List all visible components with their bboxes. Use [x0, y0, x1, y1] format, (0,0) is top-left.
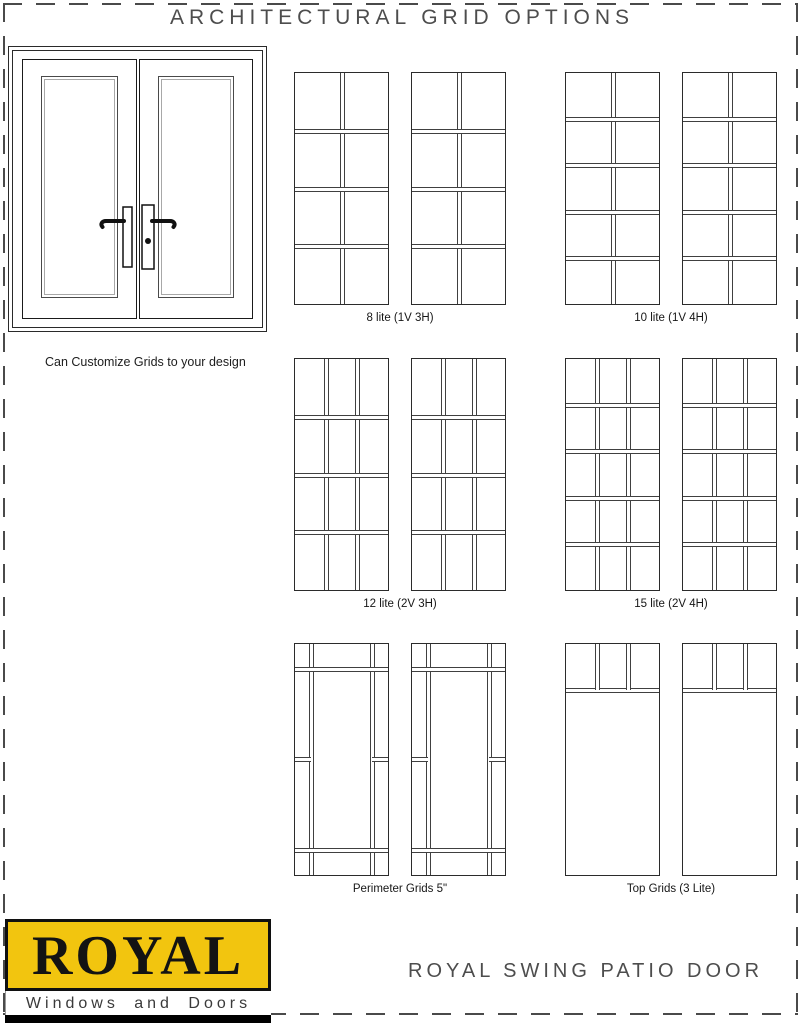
- royal-logo: [5, 919, 271, 1023]
- door-leaf-right: [139, 59, 254, 319]
- grid-mullion: [489, 757, 505, 762]
- grid-mullion: [295, 187, 388, 192]
- grid-figure-label: Perimeter Grids 5": [352, 883, 448, 895]
- grid-mullion: [712, 359, 717, 590]
- door-leaf-left: [22, 59, 137, 319]
- grid-mullion: [683, 117, 776, 122]
- grid-mullion: [595, 359, 600, 590]
- grid-mullion: [683, 496, 776, 501]
- grid-mullion: [683, 256, 776, 261]
- door-frame: [12, 50, 263, 328]
- grid-mullion: [683, 403, 776, 408]
- grid-mullion: [412, 473, 505, 478]
- grid-mullion: [566, 449, 659, 454]
- grid-figure-label: 15 lite (2V 4H): [634, 598, 708, 610]
- grid-mullion: [611, 73, 616, 304]
- grid-figure-15-lite: [565, 358, 777, 610]
- grid-mullion: [566, 542, 659, 547]
- grid-figure-top-grids: [565, 643, 777, 895]
- grid-figure-label: 10 lite (1V 4H): [634, 312, 708, 324]
- grid-panel-right: [411, 358, 506, 591]
- grid-mullion: [566, 688, 659, 693]
- double-door-illustration: [8, 46, 267, 332]
- grid-mullion: [412, 530, 505, 535]
- grid-mullion: [295, 530, 388, 535]
- grid-mullion: [566, 256, 659, 261]
- page-border-left: [3, 3, 5, 1015]
- grid-mullion: [728, 73, 733, 304]
- grid-panel-left: [294, 72, 389, 305]
- grid-mullion: [683, 688, 776, 693]
- grid-mullion: [295, 129, 388, 134]
- grid-mullion: [295, 473, 388, 478]
- grid-mullion: [683, 163, 776, 168]
- grid-mullion: [295, 667, 388, 672]
- grid-panel-right: [682, 358, 777, 591]
- grid-panel-left: [294, 358, 389, 591]
- grid-panel-right: [411, 72, 506, 305]
- grid-panel-right: [682, 643, 777, 876]
- logo-bottom-bar: [5, 1015, 271, 1023]
- grid-panel-left: [294, 643, 389, 876]
- grid-mullion: [712, 644, 717, 690]
- grid-mullion: [683, 449, 776, 454]
- grid-figure-label: Top Grids (3 Lite): [626, 883, 716, 895]
- page-title: ARCHITECTURAL GRID OPTIONS: [169, 6, 635, 29]
- grid-panel-right: [682, 72, 777, 305]
- grid-mullion: [566, 496, 659, 501]
- grid-mullion: [412, 415, 505, 420]
- grid-mullion: [566, 163, 659, 168]
- grid-mullion: [566, 403, 659, 408]
- grid-figure-label: 12 lite (2V 3H): [363, 598, 437, 610]
- grid-figure-12-lite: [294, 358, 506, 610]
- grid-mullion: [743, 359, 748, 590]
- grid-mullion: [626, 359, 631, 590]
- page-border-right: [796, 3, 798, 1015]
- grid-mullion: [372, 757, 388, 762]
- grid-mullion: [412, 667, 505, 672]
- grid-mullion: [626, 644, 631, 690]
- grid-mullion: [683, 542, 776, 547]
- grid-mullion: [295, 415, 388, 420]
- grid-mullion: [412, 129, 505, 134]
- grid-mullion: [566, 117, 659, 122]
- grid-panel-left: [565, 358, 660, 591]
- door-handles-icon: [94, 195, 182, 279]
- grid-mullion: [295, 757, 311, 762]
- door-leaves: [22, 59, 253, 319]
- grid-panel-left: [565, 643, 660, 876]
- grid-mullion: [743, 644, 748, 690]
- grid-mullion: [412, 187, 505, 192]
- grid-figure-8-lite: [294, 72, 506, 324]
- grid-mullion: [595, 644, 600, 690]
- grid-mullion: [683, 210, 776, 215]
- grid-mullion: [295, 848, 388, 853]
- grid-panel-right: [411, 643, 506, 876]
- grid-mullion: [566, 210, 659, 215]
- grid-figure-perimeter: [294, 643, 506, 895]
- grid-panel-left: [565, 72, 660, 305]
- grid-figure-10-lite: [565, 72, 777, 324]
- grid-figure-label: 8 lite (1V 3H): [366, 312, 434, 324]
- logo-wordmark: ROYAL: [5, 919, 271, 991]
- grid-mullion: [412, 848, 505, 853]
- page-border-top: [3, 3, 798, 5]
- grid-mullion: [412, 757, 428, 762]
- customize-note: Can Customize Grids to your design: [45, 355, 246, 369]
- grid-mullion: [412, 244, 505, 249]
- logo-tagline: Windows and Doors: [5, 991, 271, 1015]
- product-title: ROYAL SWING PATIO DOOR: [408, 960, 764, 982]
- grid-mullion: [295, 244, 388, 249]
